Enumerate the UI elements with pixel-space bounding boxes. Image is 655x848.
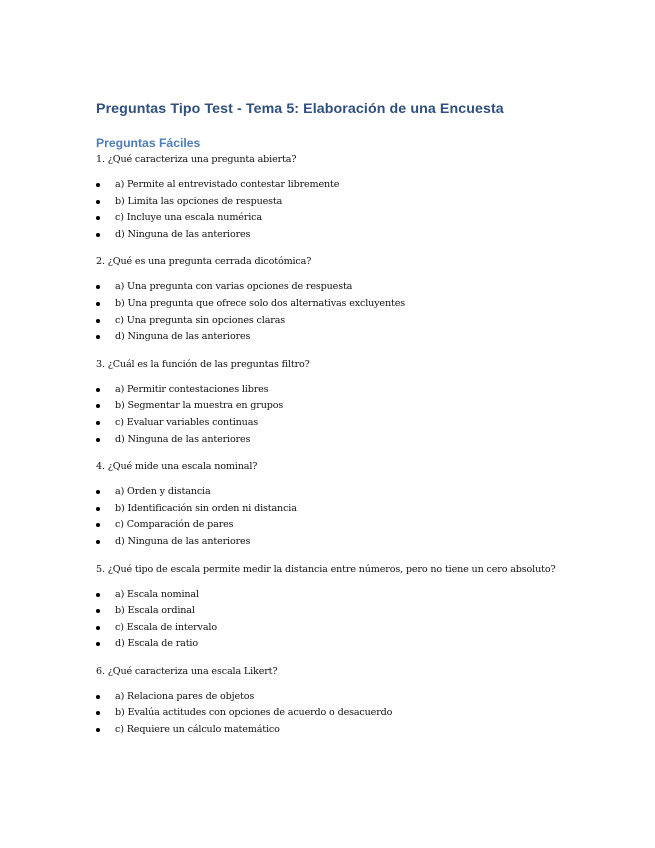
option-item [96,517,595,534]
question-text: 2. ¿Qué es una pregunta cerrada dicotómica? [96,256,312,268]
options-list [96,177,595,243]
option-item [96,398,595,415]
option-label: d) Ninguna de las anteriores [115,535,251,547]
option-item [96,194,595,211]
option-item [96,415,595,432]
option-item [96,689,595,706]
bullet-icon [96,216,100,220]
bullet-icon [96,626,100,630]
bullet-icon [96,507,100,511]
option-item [96,722,595,739]
option-label: c) Incluye una escala numérica [115,212,262,224]
option-label: c) Escala de intervalo [115,621,217,633]
question-3 [96,357,595,448]
bullet-icon [96,183,100,187]
option-label: c) Comparación de pares [115,519,234,531]
options-list [96,382,595,448]
document-title: Preguntas Tipo Test - Tema 5: Elaboración de una Encuesta [96,101,504,117]
option-item [96,329,595,346]
option-label: a) Escala nominal [115,588,199,600]
option-item [96,636,595,653]
bullet-icon [96,540,100,544]
option-label: d) Ninguna de las anteriores [115,228,251,240]
option-label: a) Permite al entrevistado contestar libremente [115,179,340,190]
bullet-icon [96,200,100,204]
option-label: c) Una pregunta sin opciones claras [115,314,286,326]
option-item [96,705,595,722]
options-list [96,279,595,345]
bullet-icon [96,695,100,699]
bullet-icon [96,388,100,392]
option-label: a) Orden y distancia [115,486,211,498]
bullet-icon [96,523,100,527]
option-item [96,296,595,313]
option-label: a) Relaciona pares de objetos [115,690,255,702]
bullet-icon [96,438,100,442]
question-1 [96,152,595,243]
option-item [96,484,595,501]
option-item [96,177,595,194]
option-item [96,432,595,449]
question-text: 6. ¿Qué caracteriza una escala Likert? [96,665,278,677]
bullet-icon [96,609,100,613]
option-item [96,210,595,227]
options-list [96,689,595,739]
option-item [96,313,595,330]
option-label: b) Evalúa actitudes con opciones de acuerdo o desacuerdo [115,707,393,719]
question-text: 1. ¿Qué caracteriza una pregunta abierta? [96,154,297,165]
bullet-icon [96,335,100,339]
option-item [96,620,595,637]
bullet-icon [96,642,100,646]
bullet-icon [96,404,100,408]
option-label: b) Limita las opciones de respuesta [115,195,283,207]
question-5 [96,562,595,653]
question-4 [96,459,595,550]
option-label: d) Ninguna de las anteriores [115,433,251,445]
option-label: a) Una pregunta con varias opciones de respuesta [115,281,353,293]
bullet-icon [96,319,100,323]
option-label: b) Una pregunta que ofrece solo dos alternativas excluyentes [115,297,405,309]
option-label: b) Escala ordinal [115,605,195,617]
bullet-icon [96,490,100,494]
bullet-icon [96,285,100,289]
question-text: 4. ¿Qué mide una escala nominal? [96,461,258,473]
bullet-icon [96,421,100,425]
question-6 [96,664,595,739]
options-list [96,484,595,550]
option-item [96,227,595,244]
option-item [96,501,595,518]
options-list [96,587,595,653]
option-label: c) Requiere un cálculo matemático [115,724,280,736]
option-label: a) Permitir contestaciones libres [115,383,269,395]
section-title-easy-questions: Preguntas Fáciles [96,136,201,150]
option-item [96,279,595,296]
option-item [96,534,595,551]
question-text: 3. ¿Cuál es la función de las preguntas filtro? [96,358,310,370]
option-label: b) Segmentar la muestra en grupos [115,400,284,412]
bullet-icon [96,711,100,715]
option-label: d) Ninguna de las anteriores [115,331,251,343]
option-item [96,603,595,620]
option-label: c) Evaluar variables continuas [115,416,259,428]
option-label: b) Identificación sin orden ni distancia [115,502,297,514]
bullet-icon [96,728,100,732]
question-2 [96,254,595,345]
question-text: 5. ¿Qué tipo de escala permite medir la distancia entre números, pero no tiene un cero absoluto? [96,563,556,575]
option-item [96,382,595,399]
option-label: d) Escala de ratio [115,638,198,650]
bullet-icon [96,302,100,306]
option-item [96,587,595,604]
bullet-icon [96,593,100,597]
bullet-icon [96,233,100,237]
